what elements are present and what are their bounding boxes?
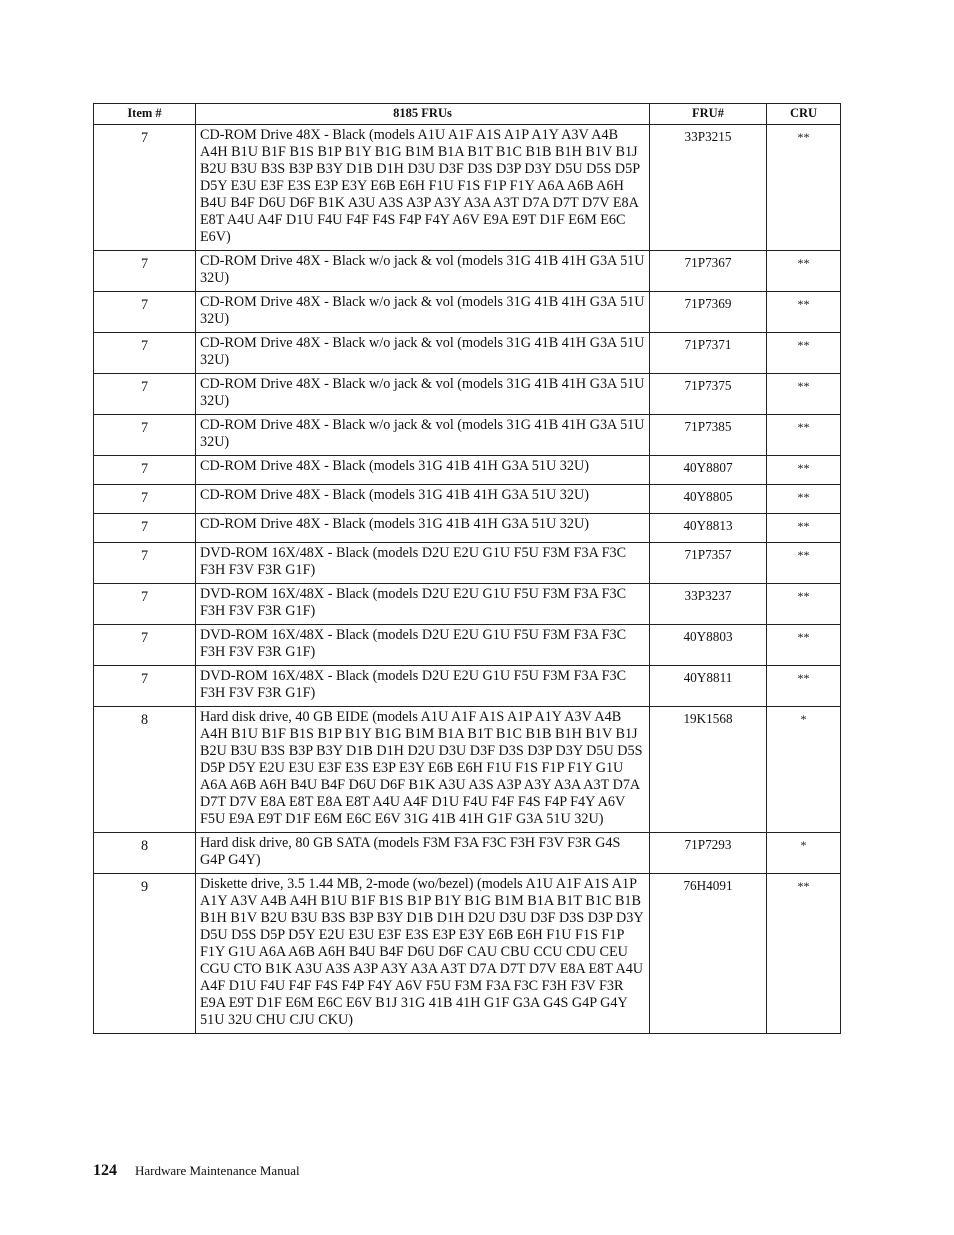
fru-number-cell: 71P7357 (650, 543, 767, 584)
cru-cell: ** (767, 874, 841, 1034)
item-number-cell: 7 (94, 625, 196, 666)
fru-description-cell: DVD-ROM 16X/48X - Black (models D2U E2U G1U F5U F3M F3A F3C F3H F3V F3R G1F) (196, 666, 650, 707)
item-number-cell: 7 (94, 333, 196, 374)
fru-description-cell: Hard disk drive, 80 GB SATA (models F3M F3A F3C F3H F3V F3R G4S G4P G4Y) (196, 833, 650, 874)
table-body (94, 125, 841, 1034)
header-cru: CRU (767, 104, 841, 125)
fru-number-cell: 40Y8805 (650, 485, 767, 514)
fru-description-cell: CD-ROM Drive 48X - Black (models 31G 41B 41H G3A 51U 32U) (196, 456, 650, 485)
table-row (94, 125, 841, 251)
cru-cell: ** (767, 543, 841, 584)
fru-number-cell: 33P3237 (650, 584, 767, 625)
table-row (94, 292, 841, 333)
fru-description-cell: CD-ROM Drive 48X - Black (models 31G 41B 41H G3A 51U 32U) (196, 514, 650, 543)
header-item-number: Item # (94, 104, 196, 125)
cru-cell: ** (767, 251, 841, 292)
fru-description-cell: CD-ROM Drive 48X - Black w/o jack & vol (models 31G 41B 41H G3A 51U 32U) (196, 292, 650, 333)
fru-number-cell: 33P3215 (650, 125, 767, 251)
table-row (94, 666, 841, 707)
cru-cell: ** (767, 125, 841, 251)
cru-cell: * (767, 833, 841, 874)
fru-number-cell: 40Y8803 (650, 625, 767, 666)
fru-number-cell: 76H4091 (650, 874, 767, 1034)
item-number-cell: 7 (94, 543, 196, 584)
fru-number-cell: 40Y8811 (650, 666, 767, 707)
fru-description-cell: DVD-ROM 16X/48X - Black (models D2U E2U G1U F5U F3M F3A F3C F3H F3V F3R G1F) (196, 625, 650, 666)
fru-number-cell: 71P7375 (650, 374, 767, 415)
cru-cell: ** (767, 374, 841, 415)
table-row (94, 584, 841, 625)
cru-cell: ** (767, 584, 841, 625)
fru-number-cell: 71P7385 (650, 415, 767, 456)
fru-number-cell: 71P7369 (650, 292, 767, 333)
item-number-cell: 7 (94, 456, 196, 485)
fru-description-cell: DVD-ROM 16X/48X - Black (models D2U E2U G1U F5U F3M F3A F3C F3H F3V F3R G1F) (196, 543, 650, 584)
fru-description-cell: CD-ROM Drive 48X - Black w/o jack & vol (models 31G 41B 41H G3A 51U 32U) (196, 374, 650, 415)
item-number-cell: 7 (94, 251, 196, 292)
item-number-cell: 7 (94, 485, 196, 514)
cru-cell: ** (767, 333, 841, 374)
item-number-cell: 7 (94, 125, 196, 251)
table-row (94, 333, 841, 374)
table-row (94, 625, 841, 666)
table-row (94, 707, 841, 833)
cru-cell: ** (767, 456, 841, 485)
item-number-cell: 9 (94, 874, 196, 1034)
table-row (94, 874, 841, 1034)
table-row (94, 251, 841, 292)
table-row (94, 374, 841, 415)
cru-cell: * (767, 707, 841, 833)
item-number-cell: 7 (94, 514, 196, 543)
table-row (94, 833, 841, 874)
header-fru-number: FRU# (650, 104, 767, 125)
item-number-cell: 8 (94, 833, 196, 874)
fru-description-cell: CD-ROM Drive 48X - Black (models A1U A1F A1S A1P A1Y A3V A4B A4H B1U B1F B1S B1P B1Y B1G B1M B1A B1T B1C B1B B1H B1V B1J B2U B3U B3S B3P B3Y D1B D1H D3U D3F D3S D3P D3Y D5U D5S D5P D5Y E3U E3F E3S E3P E3Y E6B E6H F1U F1S F1P F1Y A6A A6B A6H B4U B4F D6U D6F B1K A3U A3S A3P A3Y A3A A3T D7A D7T D7V E8A E8T A4U A4F D1U F4U F4F F4S F4P F4Y A6V E9A E9T D1F E6M E6C E6V) (196, 125, 650, 251)
table-row (94, 485, 841, 514)
cru-cell: ** (767, 514, 841, 543)
cru-cell: ** (767, 625, 841, 666)
table-row (94, 543, 841, 584)
item-number-cell: 7 (94, 584, 196, 625)
fru-table (93, 103, 841, 1034)
item-number-cell: 7 (94, 292, 196, 333)
manual-title: Hardware Maintenance Manual (135, 1163, 300, 1178)
table-row (94, 514, 841, 543)
fru-description-cell: CD-ROM Drive 48X - Black w/o jack & vol (models 31G 41B 41H G3A 51U 32U) (196, 415, 650, 456)
table-row (94, 456, 841, 485)
item-number-cell: 8 (94, 707, 196, 833)
fru-description-cell: DVD-ROM 16X/48X - Black (models D2U E2U G1U F5U F3M F3A F3C F3H F3V F3R G1F) (196, 584, 650, 625)
fru-number-cell: 71P7367 (650, 251, 767, 292)
fru-number-cell: 71P7371 (650, 333, 767, 374)
cru-cell: ** (767, 485, 841, 514)
cru-cell: ** (767, 666, 841, 707)
item-number-cell: 7 (94, 666, 196, 707)
fru-number-cell: 19K1568 (650, 707, 767, 833)
fru-description-cell: Hard disk drive, 40 GB EIDE (models A1U A1F A1S A1P A1Y A3V A4B A4H B1U B1F B1S B1P B1Y B1G B1M B1A B1T B1C B1B B1H B1V B1J B2U B3U B3S B3P B3Y D1B D1H D2U D3U D3F D3S D3P D3Y D5U D5S D5P D5Y E2U E3U E3F E3S E3P E3Y E6B E6H F1U F1S F1P F1Y G1U A6A A6B A6H B4U B4F D6U D6F B1K A3U A3S A3P A3Y A3A A3T D7A D7T D7V E8A E8T E8A E8T A4U A4F D1U F4U F4F F4S F4P F4Y A6V F5U E9A E9T D1F E6M E6C E6V 31G 41B 41H G1F G3A 51U 32U) (196, 707, 650, 833)
fru-description-cell: CD-ROM Drive 48X - Black w/o jack & vol (models 31G 41B 41H G3A 51U 32U) (196, 251, 650, 292)
item-number-cell: 7 (94, 415, 196, 456)
fru-number-cell: 40Y8813 (650, 514, 767, 543)
page-number: 124 (93, 1162, 117, 1179)
fru-number-cell: 71P7293 (650, 833, 767, 874)
fru-description-cell: Diskette drive, 3.5 1.44 MB, 2-mode (wo/bezel) (models A1U A1F A1S A1P A1Y A3V A4B A4H B1U B1F B1S B1P B1Y B1G B1M B1A B1T B1C B1B B1H B1V B2U B3U B3S B3P B3Y D1B D1H D2U D3U D3F D3S D3P D3Y D5U D5S D5P D5Y E2U E3U E3F E3S E3P E3Y E6B E6H F1U F1S F1P F1Y G1U A6A A6B A6H B4U B4F D6U D6F CAU CBU CCU CDU CEU CGU CTO B1K A3U A3S A3P A3Y A3A A3T D7A D7T D7V E8A E8T A4U A4F D1U F4U F4F F4S F4P F4Y A6V F5U F3M F3A F3C F3H F3V F3R E9A E9T D1F E6M E6C E6V B1J 31G 41B 41H G1F G3A G4S G4P G4Y 51U 32U CHU CJU CKU) (196, 874, 650, 1034)
fru-description-cell: CD-ROM Drive 48X - Black w/o jack & vol (models 31G 41B 41H G3A 51U 32U) (196, 333, 650, 374)
table-header-row (94, 104, 841, 125)
cru-cell: ** (767, 415, 841, 456)
fru-description-cell: CD-ROM Drive 48X - Black (models 31G 41B 41H G3A 51U 32U) (196, 485, 650, 514)
item-number-cell: 7 (94, 374, 196, 415)
page-footer (93, 1162, 300, 1180)
cru-cell: ** (767, 292, 841, 333)
table-row (94, 415, 841, 456)
header-frus: 8185 FRUs (196, 104, 650, 125)
fru-number-cell: 40Y8807 (650, 456, 767, 485)
